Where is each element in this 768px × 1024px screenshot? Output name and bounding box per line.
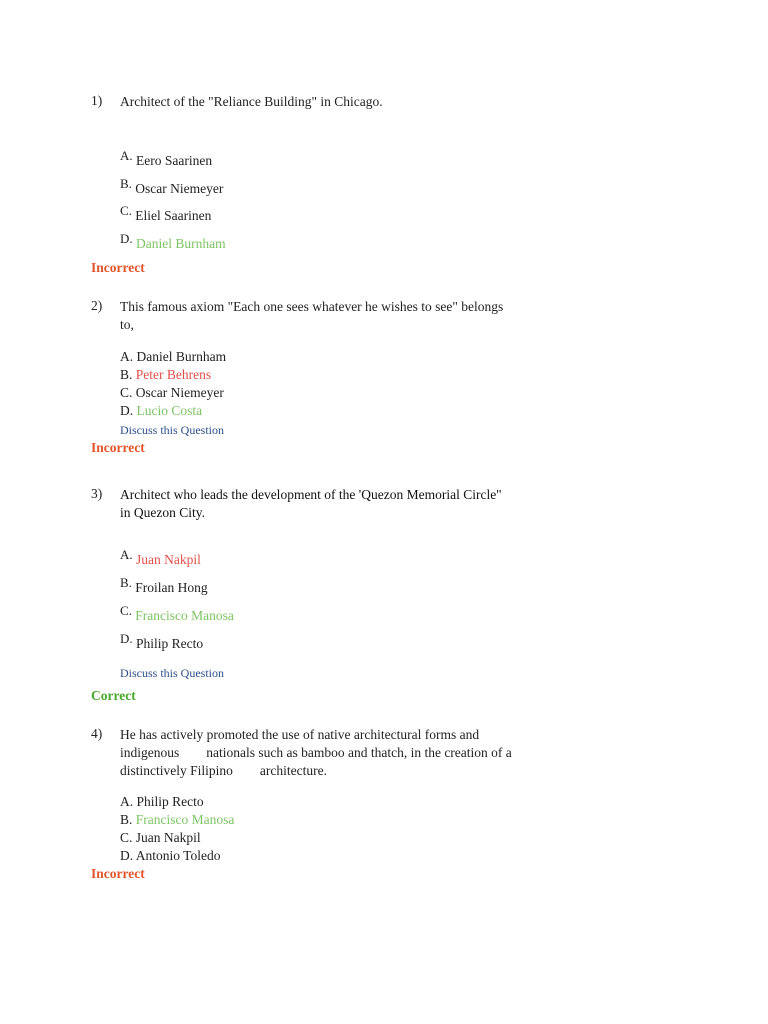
question-4-status: Incorrect [91, 866, 145, 881]
option-text: Froilan Hong [135, 580, 208, 595]
question-3-text [120, 486, 502, 522]
question-4-option-b[interactable] [120, 812, 234, 828]
question-1-option-b[interactable] [120, 176, 224, 197]
option-text: Eliel Saarinen [135, 208, 212, 223]
question-1-text: Architect of the "Reliance Building" in Chicago. [120, 94, 383, 109]
option-text: Juan Nakpil [136, 552, 201, 567]
option-text: Philip Recto [136, 794, 204, 809]
option-text: Francisco Manosa [135, 812, 235, 827]
option-text: Oscar Niemeyer [135, 181, 224, 196]
question-3-number: 3) [91, 486, 103, 501]
option-letter: C. [120, 385, 133, 400]
question-1-option-a[interactable] [120, 148, 213, 169]
question-3-option-a[interactable] [120, 547, 201, 568]
question-2-discuss-link[interactable]: Discuss this Question [120, 423, 225, 437]
option-text: Daniel Burnham [136, 349, 227, 364]
question-2-status: Incorrect [91, 440, 145, 455]
question-text-line: Architect who leads the development of the 'Quezon Memorial Circle" [120, 487, 502, 502]
question-text-line: distinctively Filipino architecture. [120, 763, 327, 778]
question-2-option-a[interactable] [120, 349, 226, 365]
question-3-option-d[interactable] [120, 631, 204, 652]
option-letter: A. [120, 148, 133, 163]
question-text-line: in Quezon City. [120, 505, 205, 520]
question-2-number: 2) [91, 298, 103, 313]
question-2-text [120, 298, 503, 334]
question-4-option-c[interactable] [120, 830, 201, 846]
question-1-option-d[interactable] [120, 231, 226, 252]
option-letter: B. [120, 812, 133, 827]
question-3-option-b[interactable] [120, 575, 208, 596]
question-3-option-c[interactable] [120, 603, 234, 624]
option-text: Peter Behrens [135, 367, 212, 382]
question-1-option-c[interactable] [120, 203, 212, 224]
option-letter: A. [120, 794, 134, 809]
option-text: Daniel Burnham [136, 236, 226, 251]
question-2-option-d[interactable] [120, 403, 202, 419]
option-text: Juan Nakpil [135, 830, 201, 845]
question-4-text [120, 726, 512, 780]
option-text: Francisco Manosa [135, 608, 234, 623]
option-text: Oscar Niemeyer [135, 385, 224, 400]
question-text-line: indigenous nationals such as bamboo and thatch, in the creation of a [120, 745, 512, 760]
option-letter: D. [120, 231, 133, 246]
question-4-option-a[interactable] [120, 794, 204, 810]
question-4-option-d[interactable] [120, 848, 220, 864]
option-text: Eero Saarinen [136, 153, 213, 168]
option-letter: C. [120, 203, 132, 218]
question-2-option-c[interactable] [120, 385, 224, 401]
option-letter: A. [120, 349, 134, 364]
question-2-option-b[interactable] [120, 367, 211, 383]
question-3-status: Correct [91, 688, 136, 703]
question-1-status: Incorrect [91, 260, 145, 275]
question-4-number: 4) [91, 726, 103, 741]
question-text-line: He has actively promoted the use of native architectural forms and [120, 727, 480, 742]
question-text-line: to, [120, 317, 134, 332]
question-1-number: 1) [91, 93, 103, 108]
option-text: Philip Recto [136, 636, 204, 651]
option-letter: D. [120, 631, 133, 646]
question-text-line: This famous axiom "Each one sees whatever he wishes to see" belongs [120, 299, 504, 314]
option-letter: C. [120, 603, 132, 618]
option-letter: B. [120, 575, 132, 590]
question-3-discuss-link[interactable]: Discuss this Question [120, 666, 225, 680]
option-text: Antonio Toledo [135, 848, 221, 863]
option-letter: C. [120, 830, 133, 845]
option-letter: A. [120, 547, 133, 562]
option-letter: B. [120, 367, 133, 382]
option-letter: D. [120, 403, 134, 418]
option-letter: B. [120, 176, 132, 191]
option-letter: D. [120, 848, 134, 863]
option-text: Lucio Costa [136, 403, 203, 418]
